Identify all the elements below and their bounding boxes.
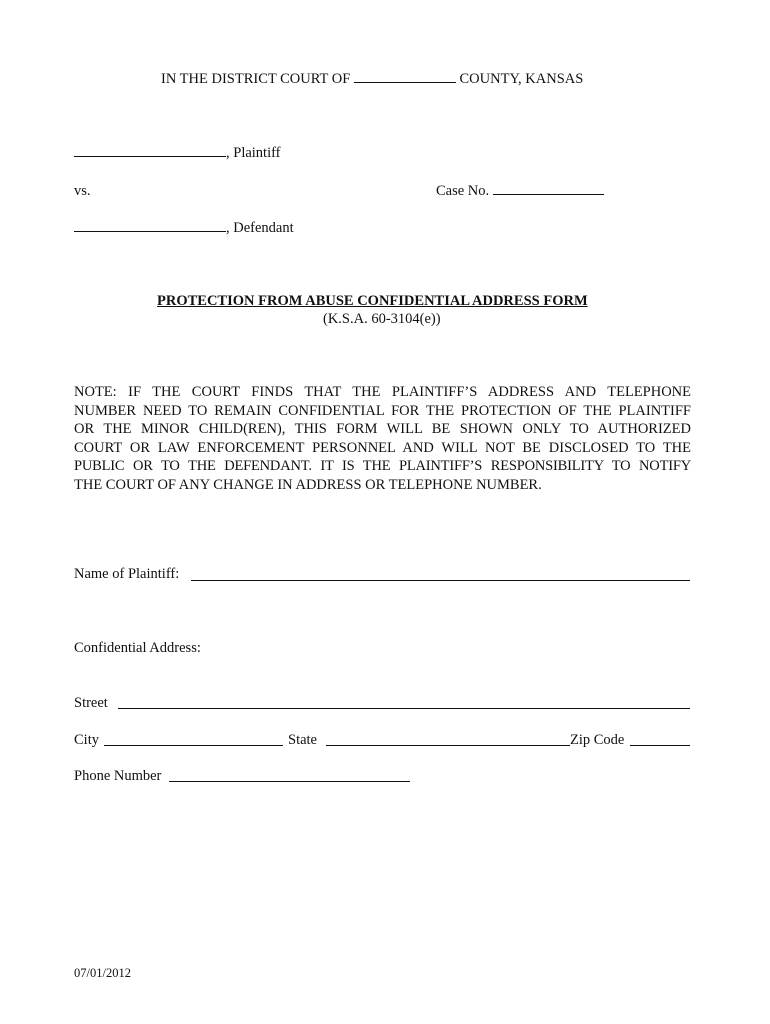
- note-line: PUBLIC OR TO THE DEFENDANT. IT IS THE PLAINTIFF’S RESPONSIBILITY TO NOTIFY: [74, 458, 691, 475]
- zip-code-label: Zip Code: [570, 732, 625, 748]
- state-field[interactable]: [326, 745, 570, 746]
- note-line: THE COURT OF ANY CHANGE IN ADDRESS OR TELEPHONE NUMBER.: [74, 476, 542, 493]
- defendant-name-blank[interactable]: [74, 231, 226, 232]
- note-line: NUMBER NEED TO REMAIN CONFIDENTIAL FOR THE PROTECTION OF THE PLAINTIFF: [74, 402, 691, 419]
- confidentiality-note: [74, 383, 691, 495]
- court-header: [161, 72, 583, 87]
- confidential-address-label: Confidential Address:: [74, 640, 201, 656]
- form-title: PROTECTION FROM ABUSE CONFIDENTIAL ADDRESS FORM: [157, 293, 588, 309]
- court-header-suffix: COUNTY, KANSAS: [459, 71, 584, 87]
- defendant-label: , Defendant: [226, 220, 294, 236]
- city-label: City: [74, 732, 99, 748]
- name-of-plaintiff-field[interactable]: [191, 580, 690, 581]
- phone-number-field[interactable]: [169, 781, 410, 782]
- plaintiff-line: [74, 146, 281, 161]
- note-line: NOTE: IF THE COURT FINDS THAT THE PLAINTIFF’S ADDRESS AND TELEPHONE: [74, 384, 691, 400]
- statute-reference: (K.S.A. 60-3104(e)): [323, 311, 441, 327]
- form-revision-date: 07/01/2012: [74, 966, 131, 980]
- street-label: Street: [74, 695, 108, 711]
- note-line: OR THE MINOR CHILD(REN), THIS FORM WILL BE SHOWN ONLY TO AUTHORIZED: [74, 421, 691, 438]
- vs-label: vs.: [74, 183, 91, 199]
- case-number-blank[interactable]: [493, 194, 604, 195]
- name-of-plaintiff-label: Name of Plaintiff:: [74, 566, 180, 582]
- defendant-line: [74, 221, 294, 236]
- city-field[interactable]: [104, 745, 283, 746]
- case-number-label: Case No.: [436, 183, 490, 199]
- plaintiff-name-blank[interactable]: [74, 156, 226, 157]
- note-line: COURT OR LAW ENFORCEMENT PERSONNEL AND WILL NOT BE DISCLOSED TO THE: [74, 439, 691, 456]
- county-name-blank[interactable]: [354, 82, 456, 83]
- state-label: State: [288, 732, 317, 748]
- zip-code-field[interactable]: [630, 745, 690, 746]
- court-header-prefix: IN THE DISTRICT COURT OF: [161, 71, 351, 87]
- plaintiff-label: , Plaintiff: [226, 145, 281, 161]
- phone-number-label: Phone Number: [74, 768, 162, 784]
- street-field[interactable]: [118, 708, 690, 709]
- case-number-line: [436, 184, 604, 199]
